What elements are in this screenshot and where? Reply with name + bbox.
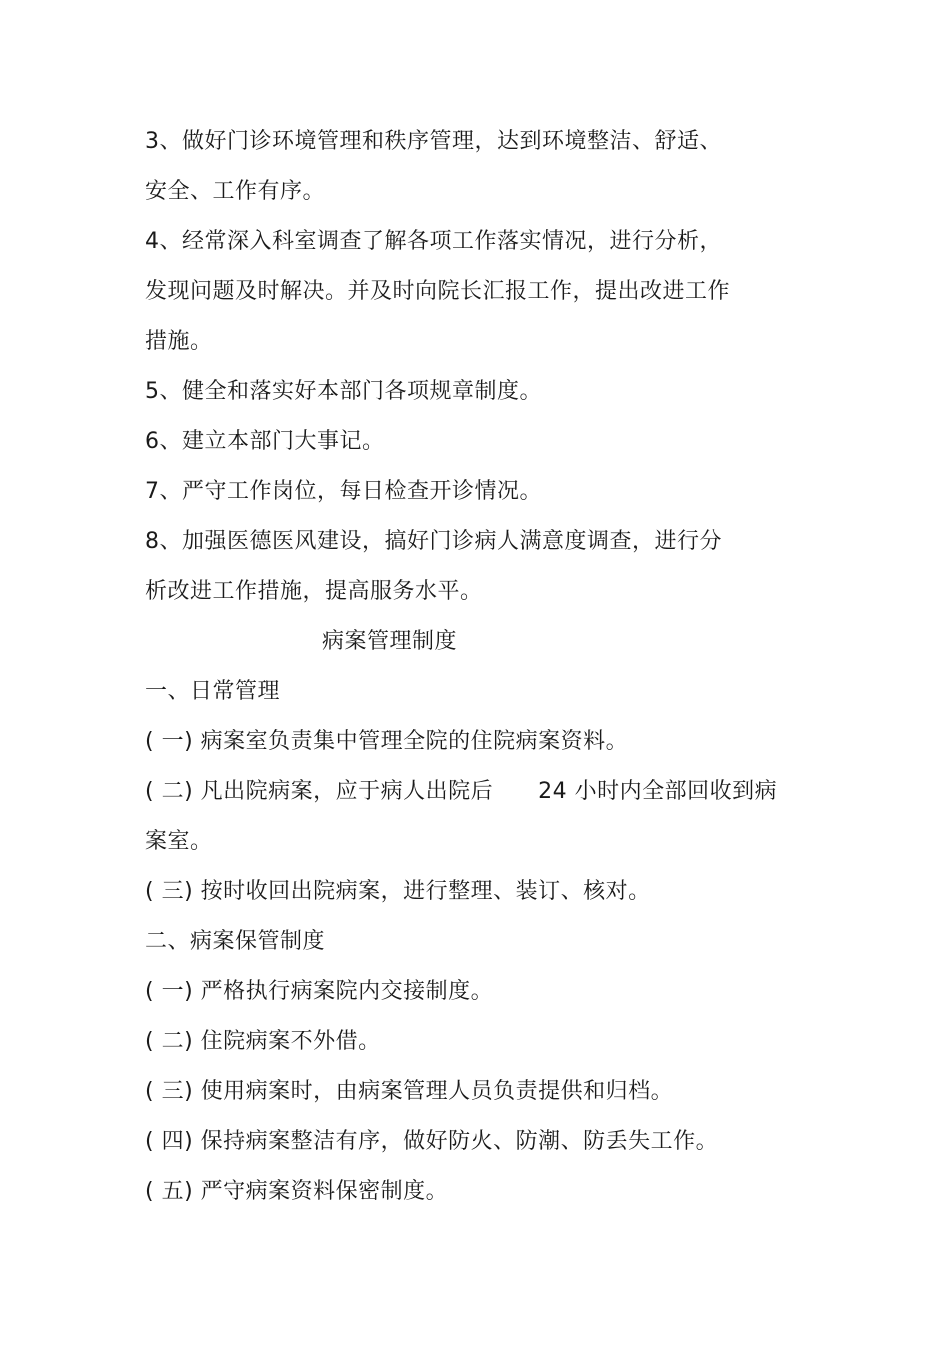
paragraph-line: 6、建立本部门大事记。 <box>145 429 385 454</box>
paragraph-line: ( 三) 按时收回出院病案，进行整理、装订、核对。 <box>145 879 651 904</box>
paragraph-line: 案室。 <box>145 829 213 854</box>
section-heading: 二、病案保管制度 <box>145 929 326 954</box>
paragraph-line: ( 二) 凡出院病案，应于病人出院后 24 小时内全部回收到病 <box>145 779 778 804</box>
paragraph-line: 安全、工作有序。 <box>145 179 326 204</box>
paragraph-line: 析改进工作措施，提高服务水平。 <box>145 579 483 604</box>
paragraph-line: ( 三) 使用病案时，由病案管理人员负责提供和归档。 <box>145 1079 674 1104</box>
paragraph-line: 发现问题及时解决。并及时向院长汇报工作，提出改进工作 <box>145 279 731 304</box>
paragraph-line: ( 二) 住院病案不外借。 <box>145 1029 381 1054</box>
paragraph-line: ( 五) 严守病案资料保密制度。 <box>145 1179 449 1204</box>
paragraph-line: 8、加强医德医风建设，搞好门诊病人满意度调查，进行分 <box>145 529 722 554</box>
paragraph-line: ( 一) 严格执行病案院内交接制度。 <box>145 979 494 1004</box>
paragraph-line: ( 四) 保持病案整洁有序，做好防火、防潮、防丢失工作。 <box>145 1129 719 1154</box>
paragraph-line: ( 一) 病案室负责集中管理全院的住院病案资料。 <box>145 729 629 754</box>
paragraph-line: 4、经常深入科室调查了解各项工作落实情况，进行分析， <box>145 229 722 254</box>
section-heading: 一、日常管理 <box>145 679 281 704</box>
paragraph-line: 措施。 <box>145 329 213 354</box>
paragraph-line: 7、严守工作岗位，每日检查开诊情况。 <box>145 479 542 504</box>
section-title: 病案管理制度 <box>322 629 458 654</box>
paragraph-line: 5、健全和落实好本部门各项规章制度。 <box>145 379 542 404</box>
paragraph-line: 3、做好门诊环境管理和秩序管理，达到环境整洁、舒适、 <box>145 129 722 154</box>
